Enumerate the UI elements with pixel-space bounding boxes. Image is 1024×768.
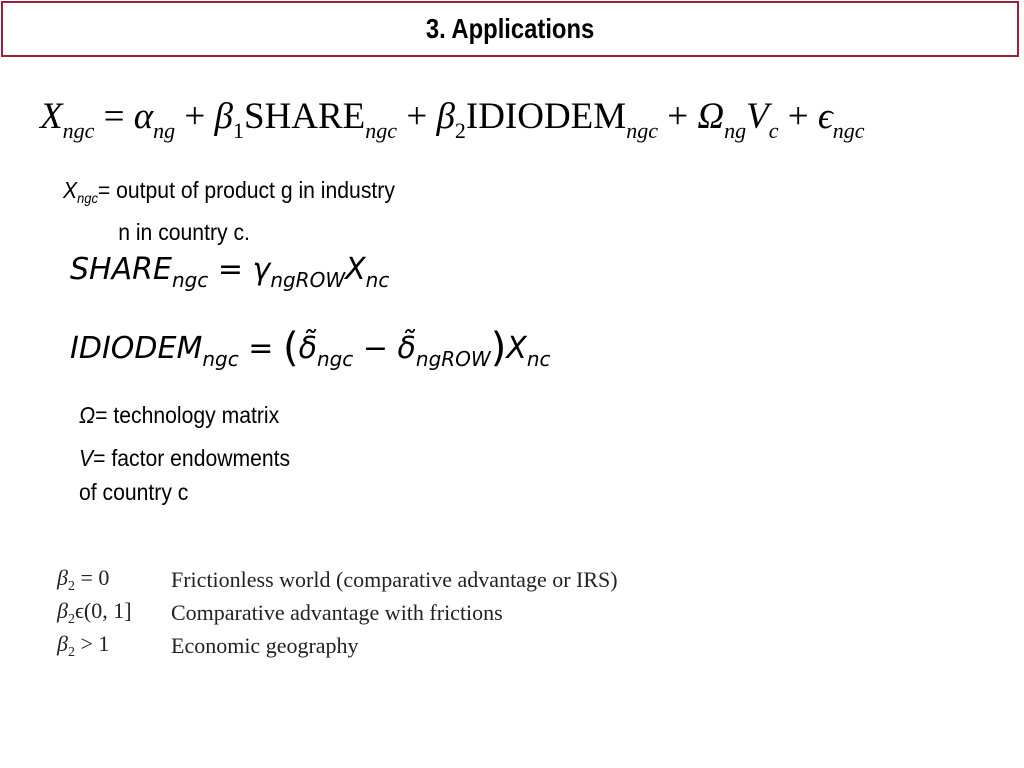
v-text1: = factor endowments bbox=[93, 445, 291, 471]
eq-plus-4: + bbox=[787, 96, 809, 137]
idiodem-equation bbox=[70, 325, 551, 371]
case-condition-text: = 0 bbox=[74, 564, 110, 590]
eq-plus-2: + bbox=[406, 96, 428, 137]
share-lhs-sub: ngc bbox=[171, 268, 209, 292]
share-x: X bbox=[345, 252, 366, 287]
eq-beta2-sub: 2 bbox=[454, 118, 466, 143]
omega-text: = technology matrix bbox=[95, 402, 280, 428]
idiodem-equals: = bbox=[248, 331, 283, 366]
eq-omega-sub: ng bbox=[724, 118, 747, 143]
share-equals: = bbox=[217, 252, 253, 287]
case-beta-sub: 2 bbox=[67, 578, 75, 594]
idiodem-delta2: δ̃ bbox=[397, 331, 416, 366]
beta-cases bbox=[57, 563, 618, 662]
case-beta: β bbox=[57, 564, 68, 590]
case-row bbox=[57, 563, 618, 596]
share-lhs: SHARE bbox=[70, 252, 172, 287]
eq-beta1-sub: 1 bbox=[232, 118, 244, 143]
eq-beta1: β bbox=[214, 96, 233, 137]
case-condition-text: > 1 bbox=[74, 630, 110, 656]
case-beta: β bbox=[57, 630, 68, 656]
share-gamma: γ bbox=[252, 252, 271, 287]
idiodem-close-paren: ) bbox=[490, 325, 507, 371]
x-definition-text2: n in country c. bbox=[118, 219, 250, 245]
eq-alpha-sub: ng bbox=[153, 118, 176, 143]
share-equation bbox=[70, 252, 389, 292]
eq-beta2: β bbox=[436, 96, 455, 137]
x-symbol-sub: ngc bbox=[77, 190, 98, 206]
idiodem-x-sub: nc bbox=[526, 347, 551, 371]
idiodem-minus: − bbox=[353, 331, 398, 366]
idiodem-delta2-sub: ngROW bbox=[415, 347, 491, 371]
x-definition bbox=[63, 173, 395, 249]
case-beta-sub: 2 bbox=[67, 644, 75, 660]
eq-alpha: α bbox=[133, 96, 154, 137]
case-condition bbox=[57, 631, 171, 661]
v-text2: of country c bbox=[79, 479, 189, 505]
case-beta-sub: 2 bbox=[67, 611, 75, 627]
idiodem-x: X bbox=[506, 331, 527, 366]
eq-equals: = bbox=[103, 96, 125, 137]
title-bar bbox=[1, 1, 1019, 57]
eq-v: V bbox=[746, 96, 769, 137]
idiodem-delta1: δ̃ bbox=[298, 331, 317, 366]
case-description: Economic geography bbox=[171, 632, 359, 658]
eq-lhs: X bbox=[40, 96, 63, 137]
x-definition-text1: = output of product g in industry bbox=[97, 177, 395, 203]
eq-share-sub: ngc bbox=[365, 118, 398, 143]
case-row bbox=[57, 596, 618, 629]
share-gamma-sub: ngROW bbox=[270, 268, 346, 292]
eq-share: SHARE bbox=[243, 96, 366, 137]
idiodem-lhs-sub: ngc bbox=[202, 347, 239, 371]
eq-idiodem-sub: ngc bbox=[626, 118, 658, 143]
eq-v-sub: c bbox=[768, 118, 779, 143]
x-symbol: X bbox=[63, 177, 78, 203]
case-description: Frictionless world (comparative advantage or IRS) bbox=[171, 566, 618, 592]
share-x-sub: nc bbox=[365, 268, 390, 292]
case-condition bbox=[57, 598, 171, 628]
v-definition-line1 bbox=[79, 441, 290, 475]
slide-title: 3. Applications bbox=[425, 13, 595, 44]
eq-omega: Ω bbox=[697, 96, 725, 137]
eq-plus-1: + bbox=[184, 96, 206, 137]
v-definition bbox=[79, 441, 290, 509]
x-definition-line1 bbox=[63, 173, 395, 215]
case-row bbox=[57, 629, 618, 662]
case-description: Comparative advantage with frictions bbox=[171, 599, 503, 625]
eq-idiodem: IDIODEM bbox=[465, 96, 627, 137]
omega-definition bbox=[79, 398, 279, 432]
eq-lhs-sub: ngc bbox=[62, 118, 95, 143]
eq-plus-3: + bbox=[667, 96, 689, 137]
case-condition bbox=[57, 565, 171, 595]
idiodem-open-paren: ( bbox=[282, 325, 299, 371]
idiodem-delta1-sub: ngc bbox=[316, 347, 354, 371]
case-beta: β bbox=[57, 597, 68, 623]
case-condition-text: ϵ(0, 1] bbox=[74, 597, 132, 623]
idiodem-lhs: IDIODEM bbox=[70, 331, 203, 366]
main-equation bbox=[40, 95, 865, 144]
omega-symbol: Ω bbox=[79, 402, 96, 428]
eq-epsilon-sub: ngc bbox=[832, 118, 865, 143]
eq-epsilon: ϵ bbox=[817, 96, 833, 137]
v-symbol: V bbox=[79, 445, 94, 471]
